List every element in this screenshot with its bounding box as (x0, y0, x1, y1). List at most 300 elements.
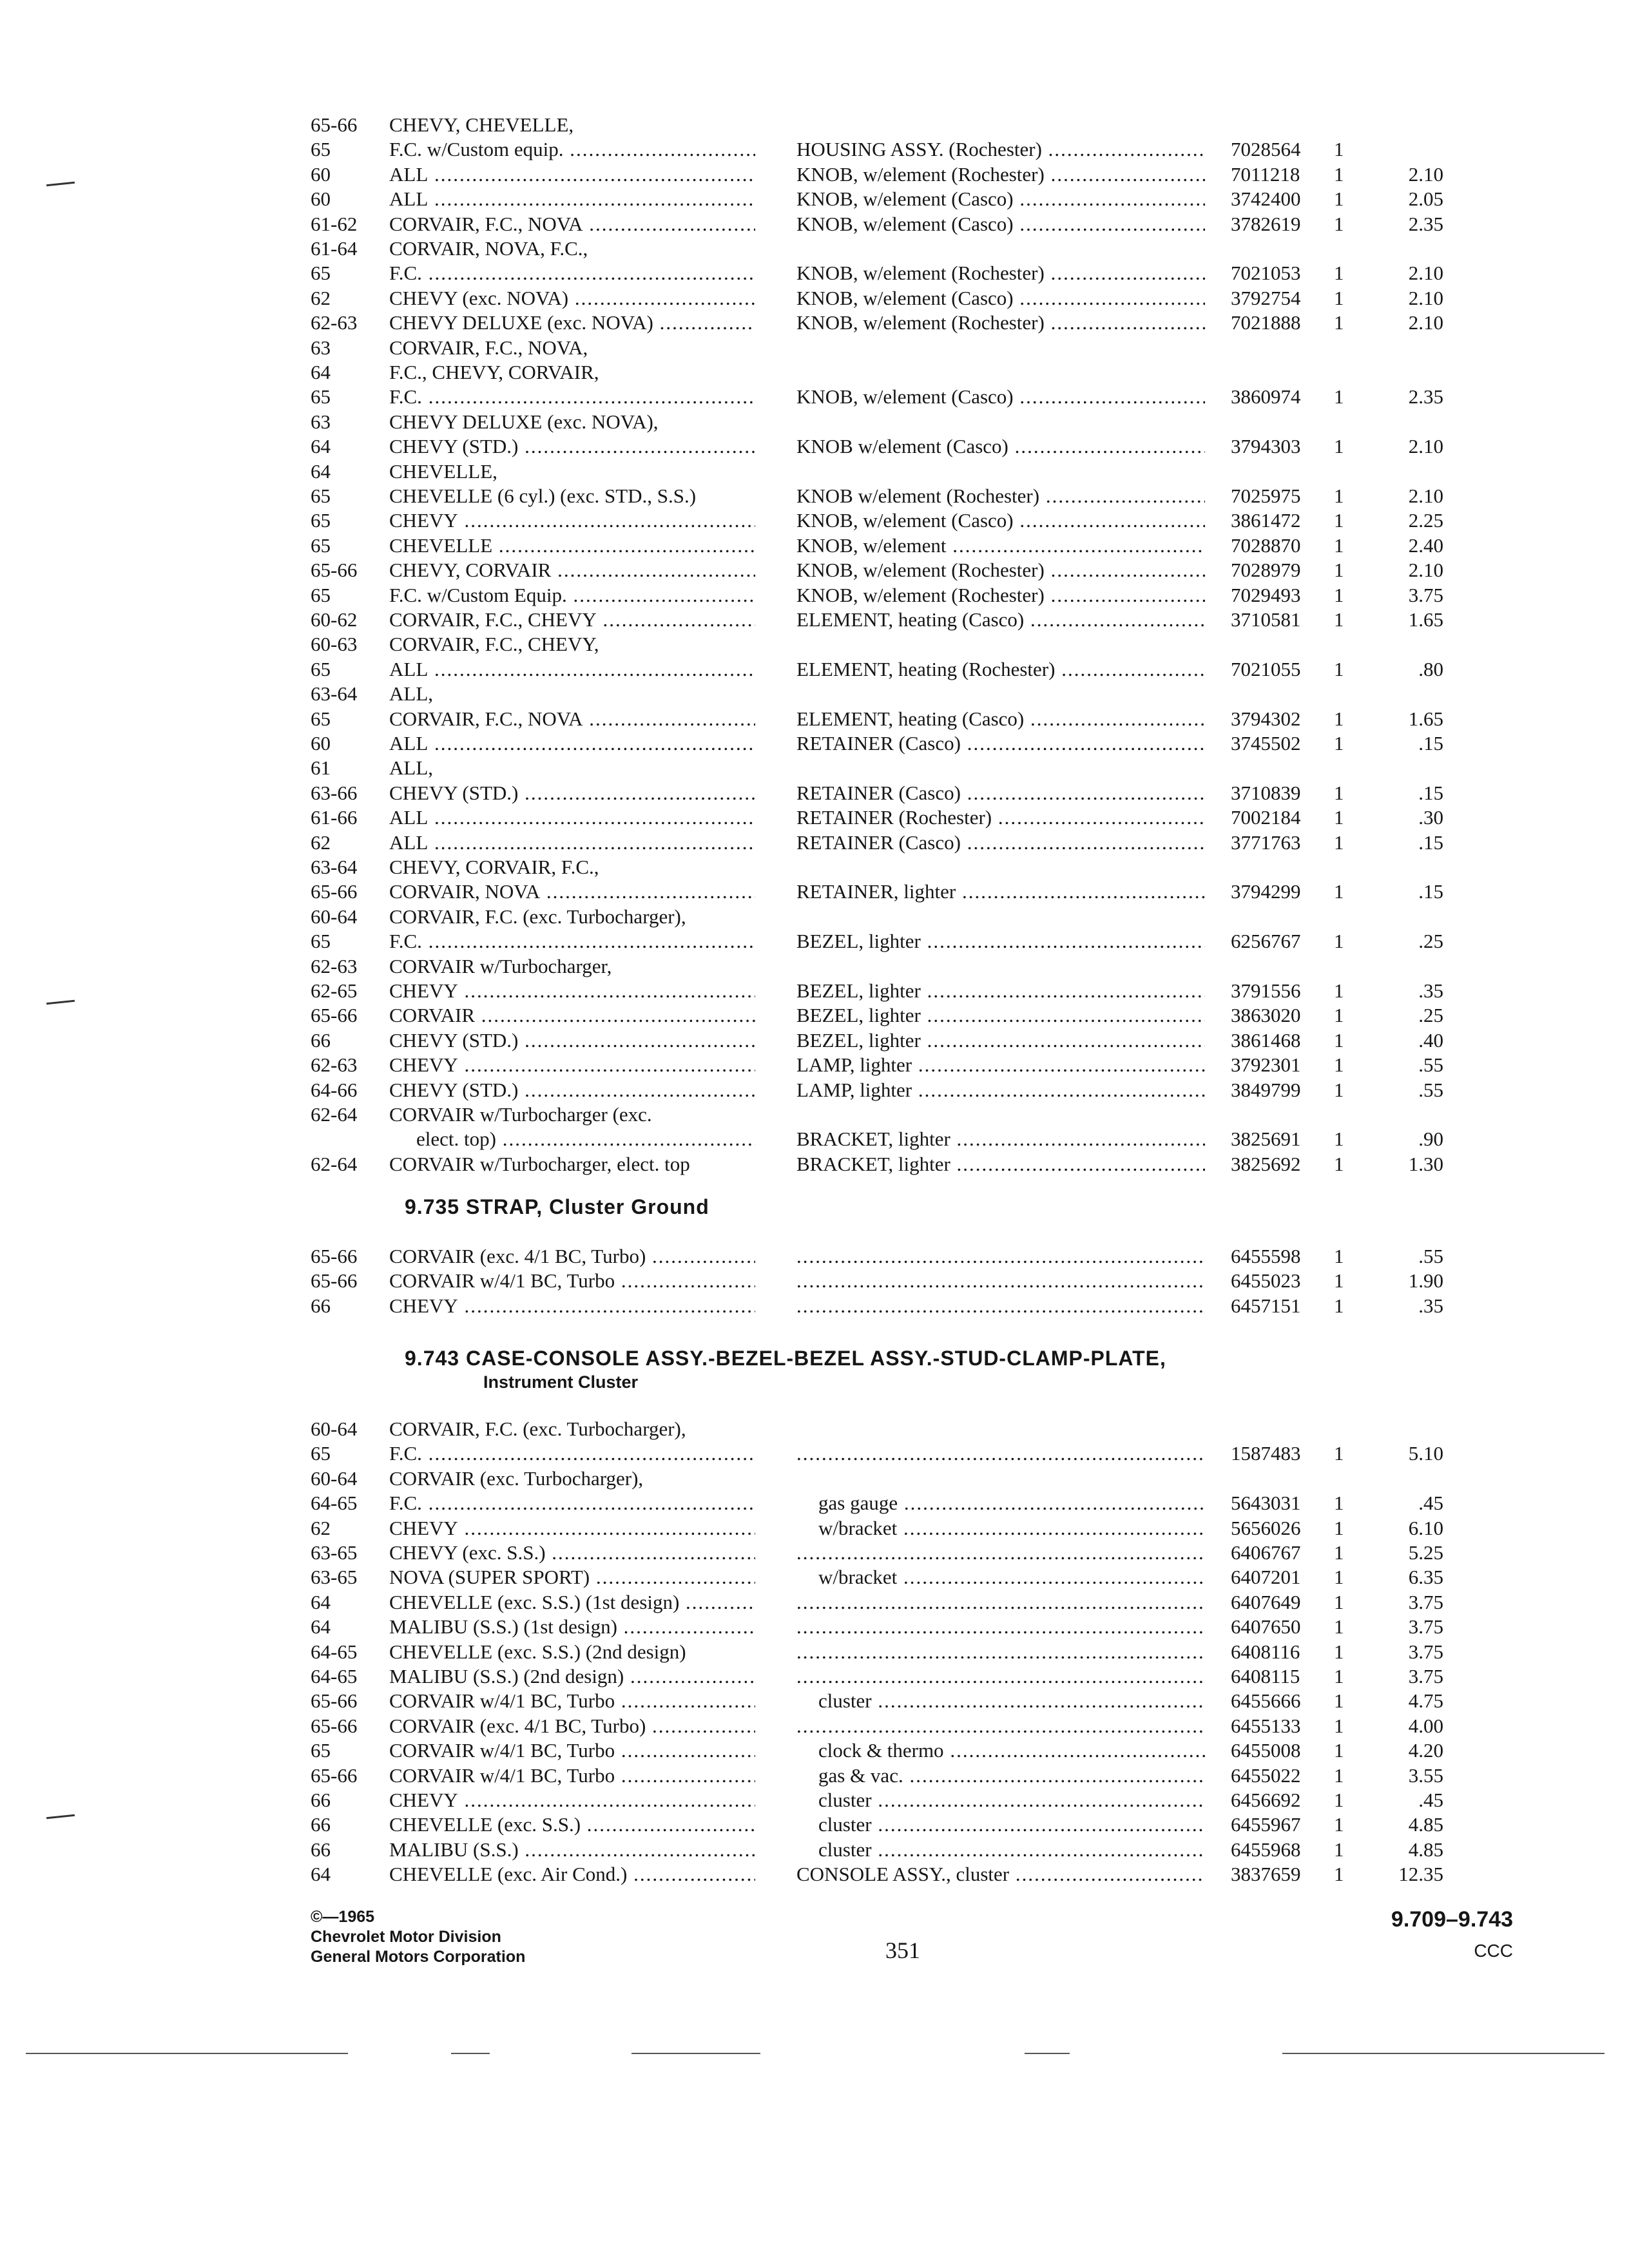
table-row (0, 1564, 1629, 1590)
list-price: 4.85 (1408, 1813, 1443, 1836)
table-row (0, 780, 1629, 806)
section-range: 9.709–9.743 (1391, 1907, 1513, 1932)
part-number: 3837659 (1231, 1863, 1301, 1886)
model-years: 64 (311, 435, 331, 458)
quantity: 1 (1334, 1590, 1344, 1613)
list-price: .15 (1418, 831, 1443, 854)
list-price: 2.40 (1408, 533, 1443, 557)
model-description: CHEVELLE (exc. S.S.) (1st design) ..... (389, 1590, 755, 1615)
model-years: 61 (311, 756, 331, 780)
model-description: MALIBU (S.S.) ..... (389, 1837, 755, 1863)
model-description: CHEVY, CORVAIR, F.C., (389, 856, 599, 878)
list-price: 4.85 (1408, 1838, 1443, 1861)
part-name: RETAINER (Casco) ..... (796, 731, 1205, 756)
quantity: 1 (1334, 1245, 1344, 1267)
quantity: 1 (1334, 880, 1344, 903)
list-price: 3.55 (1408, 1763, 1443, 1787)
model-years: 65 (311, 533, 331, 557)
model-years: 60-63 (311, 633, 358, 656)
model-description: CHEVY ..... (389, 1293, 755, 1319)
part-name: KNOB, w/element (Casco) ..... (796, 211, 1205, 237)
list-price: 6.10 (1408, 1516, 1443, 1539)
quantity: 1 (1334, 1078, 1344, 1101)
list-price: 2.25 (1408, 509, 1443, 532)
part-name: cluster ..... (818, 1812, 1205, 1838)
table-row (0, 137, 1629, 162)
list-price: 3.75 (1408, 1640, 1443, 1663)
part-name (796, 1590, 1205, 1615)
scan-rule-3 (631, 2053, 760, 2054)
model-years: 63 (311, 410, 331, 433)
quantity: 1 (1334, 1689, 1344, 1713)
table-row (0, 1441, 1629, 1466)
table-row (0, 335, 1629, 361)
model-description: MALIBU (S.S.) (2nd design) ..... (389, 1664, 755, 1689)
table-row (0, 928, 1629, 954)
quantity: 1 (1334, 1492, 1344, 1515)
table-row (0, 1077, 1629, 1103)
list-price: 2.10 (1408, 162, 1443, 186)
section-subheading-instrument-cluster: Instrument Cluster (483, 1372, 639, 1392)
part-number: 3794299 (1231, 880, 1301, 903)
list-price: 1.30 (1408, 1152, 1443, 1175)
model-description: ALL, (389, 682, 434, 706)
section-heading-case-console: 9.743 CASE-CONSOLE ASSY.-BEZEL-BEZEL ASSY.-STUD-CLAMP-PLATE, (405, 1347, 1166, 1370)
part-number: 3825692 (1231, 1152, 1301, 1175)
part-name (796, 1244, 1205, 1269)
list-price: 12.35 (1398, 1863, 1443, 1886)
part-name: cluster ..... (818, 1688, 1205, 1714)
part-number: 7011218 (1231, 162, 1300, 186)
table-row (0, 483, 1629, 509)
model-description: CHEVY ..... (389, 1515, 755, 1541)
part-number: 6457151 (1231, 1294, 1301, 1317)
part-name: ELEMENT, heating (Rochester) ..... (796, 657, 1205, 682)
model-description: CORVAIR, F.C. (exc. Turbocharger), (389, 905, 686, 928)
part-number: 3771763 (1231, 831, 1301, 854)
model-description: CORVAIR w/4/1 BC, Turbo ..... (389, 1268, 755, 1294)
table-row (0, 1151, 1629, 1177)
list-price: 1.65 (1408, 707, 1443, 730)
table-row (0, 1664, 1629, 1689)
quantity: 1 (1334, 1269, 1344, 1293)
table-row (0, 854, 1629, 880)
model-description: CHEVY DELUXE (exc. NOVA) ..... (389, 310, 755, 336)
table-row (0, 533, 1629, 559)
model-years: 62-63 (311, 1053, 358, 1077)
table-row (0, 706, 1629, 732)
part-number: 3825691 (1231, 1128, 1301, 1151)
model-description: ALL ..... (389, 805, 755, 831)
model-description: CHEVY (exc. S.S.) ..... (389, 1540, 755, 1566)
quantity: 1 (1334, 286, 1344, 309)
model-years: 62 (311, 831, 331, 854)
model-description: CORVAIR, F.C., CHEVY, (389, 633, 599, 656)
part-number: 7025975 (1231, 485, 1301, 507)
model-description: CHEVELLE ..... (389, 533, 755, 559)
list-price: .15 (1418, 732, 1443, 754)
model-years: 65-66 (311, 559, 358, 582)
list-price: 3.75 (1408, 1665, 1443, 1687)
part-number: 6456692 (1231, 1789, 1301, 1811)
table-row (0, 1688, 1629, 1714)
part-name: gas & vac. ..... (818, 1763, 1205, 1789)
model-years: 64 (311, 1863, 331, 1886)
model-description: CORVAIR w/Turbocharger (exc. (389, 1103, 652, 1126)
part-number: 6455967 (1231, 1813, 1301, 1836)
model-description: CORVAIR (exc. Turbocharger), (389, 1466, 644, 1490)
part-number: 3792301 (1231, 1053, 1301, 1077)
part-name (796, 1664, 1205, 1689)
quantity: 1 (1334, 1789, 1344, 1811)
part-number: 1587483 (1231, 1442, 1301, 1465)
part-name: clock & thermo ..... (818, 1738, 1205, 1763)
table-row (0, 1003, 1629, 1028)
table-row (0, 508, 1629, 533)
part-number: 3710839 (1231, 781, 1301, 804)
model-description: CHEVY ..... (389, 978, 755, 1004)
quantity: 1 (1334, 1053, 1344, 1077)
part-name (796, 1713, 1205, 1739)
quantity: 1 (1334, 930, 1344, 953)
table-row (0, 1293, 1629, 1319)
quantity: 1 (1334, 1615, 1344, 1639)
quantity: 1 (1334, 1128, 1344, 1151)
table-row (0, 186, 1629, 212)
table-row (0, 830, 1629, 856)
model-description: CORVAIR, F.C. (exc. Turbocharger), (389, 1418, 686, 1440)
model-description: CORVAIR w/4/1 BC, Turbo ..... (389, 1738, 755, 1763)
model-years: 62-63 (311, 954, 358, 977)
part-name (796, 1268, 1205, 1294)
model-years: 65-66 (311, 880, 358, 903)
model-years: 60 (311, 162, 331, 186)
part-name: KNOB, w/element (Rochester) ..... (796, 260, 1205, 286)
list-price: .30 (1418, 806, 1443, 829)
table-row (0, 409, 1629, 435)
part-name: BEZEL, lighter ..... (796, 928, 1205, 954)
list-price: 1.65 (1408, 608, 1443, 631)
part-name (796, 1540, 1205, 1566)
quantity: 1 (1334, 435, 1344, 458)
table-row (0, 1837, 1629, 1863)
part-name: BEZEL, lighter ..... (796, 978, 1205, 1004)
section-heading-strap: 9.735 STRAP, Cluster Ground (405, 1195, 709, 1218)
model-description: ALL ..... (389, 657, 755, 682)
model-years: 65 (311, 1442, 331, 1465)
list-price: .15 (1418, 781, 1443, 804)
part-number: 6455968 (1231, 1838, 1301, 1861)
table-row (0, 162, 1629, 187)
part-name: ELEMENT, heating (Casco) ..... (796, 706, 1205, 732)
model-description: ALL ..... (389, 162, 755, 187)
model-years: 63-66 (311, 781, 358, 804)
quantity: 1 (1334, 608, 1344, 631)
part-name: cluster ..... (818, 1787, 1205, 1813)
model-years: 61-62 (311, 212, 358, 235)
quantity: 1 (1334, 1714, 1344, 1737)
model-years: 65 (311, 385, 331, 408)
part-number: 3863020 (1231, 1004, 1301, 1027)
model-years: 60-64 (311, 905, 358, 928)
quantity: 1 (1334, 1566, 1344, 1589)
part-name: KNOB, w/element ..... (796, 533, 1205, 559)
model-description: CORVAIR, NOVA, F.C., (389, 237, 588, 260)
model-description: ALL ..... (389, 731, 755, 756)
list-price: 2.05 (1408, 187, 1443, 211)
list-price: 2.35 (1408, 212, 1443, 235)
part-number: 3860974 (1231, 385, 1301, 408)
table-row (0, 631, 1629, 657)
model-years: 65-66 (311, 1763, 358, 1787)
table-row (0, 954, 1629, 979)
part-number: 7028870 (1231, 533, 1301, 557)
part-number: 6407650 (1231, 1615, 1301, 1639)
part-number: 3792754 (1231, 286, 1301, 309)
quantity: 1 (1334, 1739, 1344, 1762)
table-row (0, 1787, 1629, 1813)
model-years: 65 (311, 262, 331, 285)
list-price: .35 (1418, 1294, 1443, 1317)
part-name: BRACKET, lighter ..... (796, 1151, 1205, 1177)
part-number: 3742400 (1231, 187, 1301, 211)
list-price: 2.10 (1408, 485, 1443, 507)
part-number: 3849799 (1231, 1078, 1301, 1101)
quantity: 1 (1334, 1813, 1344, 1836)
model-years: 63-64 (311, 856, 358, 878)
quantity: 1 (1334, 559, 1344, 582)
part-number: 6407649 (1231, 1590, 1301, 1613)
quantity: 1 (1334, 1541, 1344, 1564)
quantity: 1 (1334, 831, 1344, 854)
list-price: .45 (1418, 1492, 1443, 1515)
model-years: 65 (311, 1739, 331, 1762)
list-price: .45 (1418, 1789, 1443, 1811)
table-row (0, 1102, 1629, 1128)
part-number: 3745502 (1231, 732, 1301, 754)
part-number: 6455008 (1231, 1739, 1301, 1762)
model-description: F.C. ..... (389, 260, 755, 286)
model-years: 60 (311, 187, 331, 211)
list-price: 2.10 (1408, 286, 1443, 309)
quantity: 1 (1334, 1863, 1344, 1886)
model-years: 63 (311, 336, 331, 359)
quantity: 1 (1334, 485, 1344, 507)
model-years: 60-64 (311, 1418, 358, 1440)
quantity: 1 (1334, 1442, 1344, 1465)
table-row (0, 731, 1629, 756)
quantity: 1 (1334, 138, 1344, 161)
model-years: 65 (311, 707, 331, 730)
table-row (0, 459, 1629, 485)
page-number: 351 (885, 1937, 920, 1963)
model-years: 64 (311, 1615, 331, 1639)
quantity: 1 (1334, 657, 1344, 680)
model-description: CORVAIR, F.C., NOVA, (389, 336, 588, 359)
quantity: 1 (1334, 732, 1344, 754)
part-name: KNOB, w/element (Casco) ..... (796, 285, 1205, 311)
table-row (0, 904, 1629, 930)
quantity: 1 (1334, 781, 1344, 804)
model-years: 60-64 (311, 1466, 358, 1490)
model-years: 62 (311, 286, 331, 309)
model-description: CHEVY DELUXE (exc. NOVA), (389, 410, 659, 433)
part-number: 6455666 (1231, 1689, 1301, 1713)
quantity: 1 (1334, 806, 1344, 829)
model-years: 63-65 (311, 1541, 358, 1564)
model-description: CHEVY ..... (389, 1052, 755, 1078)
part-number: 5643031 (1231, 1492, 1301, 1515)
quantity: 1 (1334, 1028, 1344, 1052)
table-row (0, 1126, 1629, 1152)
model-years: 65 (311, 485, 331, 507)
model-years: 62-63 (311, 311, 358, 334)
table-row (0, 879, 1629, 905)
table-row (0, 681, 1629, 707)
footer-division: Chevrolet Motor Division (311, 1928, 501, 1946)
model-years: 65 (311, 583, 331, 606)
model-years: 64 (311, 1590, 331, 1613)
model-description: CORVAIR, F.C., NOVA ..... (389, 211, 755, 237)
table-row (0, 1614, 1629, 1640)
model-years: 65 (311, 509, 331, 532)
model-description: ALL ..... (389, 830, 755, 856)
part-name: KNOB, w/element (Rochester) ..... (796, 310, 1205, 336)
table-row (0, 112, 1629, 138)
model-description: CORVAIR (exc. 4/1 BC, Turbo) ..... (389, 1244, 755, 1269)
model-years: 64-66 (311, 1078, 358, 1101)
list-price: .55 (1418, 1053, 1443, 1077)
list-price: 6.35 (1408, 1566, 1443, 1589)
model-years: 64-65 (311, 1492, 358, 1515)
part-name: ELEMENT, heating (Casco) ..... (796, 607, 1205, 633)
quantity: 1 (1334, 583, 1344, 606)
quantity: 1 (1334, 1004, 1344, 1027)
part-number: 6408115 (1231, 1665, 1300, 1687)
list-price: 2.10 (1408, 559, 1443, 582)
model-years: 62-64 (311, 1152, 358, 1175)
scan-rule-4 (1025, 2053, 1070, 2054)
part-number: 3791556 (1231, 979, 1301, 1002)
table-row (0, 657, 1629, 682)
part-name: RETAINER (Casco) ..... (796, 830, 1205, 856)
model-years: 62 (311, 1516, 331, 1539)
model-years: 65-66 (311, 1269, 358, 1293)
list-price: .90 (1418, 1128, 1443, 1151)
part-name: KNOB w/element (Rochester) ..... (796, 483, 1205, 509)
model-description: CHEVY (STD.) ..... (389, 1028, 755, 1053)
list-price: 4.00 (1408, 1714, 1443, 1737)
model-years: 64-65 (311, 1665, 358, 1687)
model-description: CHEVY (exc. NOVA) ..... (389, 285, 755, 311)
list-price: 4.20 (1408, 1739, 1443, 1762)
part-name: gas gauge ..... (818, 1490, 1205, 1516)
scan-rule-1 (26, 2053, 348, 2054)
model-years: 65-66 (311, 1714, 358, 1737)
quantity: 1 (1334, 1665, 1344, 1687)
part-name: BEZEL, lighter ..... (796, 1003, 1205, 1028)
model-description: F.C. ..... (389, 1490, 755, 1516)
model-description: CORVAIR, NOVA ..... (389, 879, 755, 905)
list-price: .55 (1418, 1245, 1443, 1267)
model-description: ALL, (389, 756, 434, 780)
model-years: 60-62 (311, 608, 358, 631)
model-years: 65-66 (311, 113, 358, 136)
model-description: F.C. ..... (389, 1441, 755, 1466)
footer-copyright: ©—1965 (311, 1908, 375, 1926)
quantity: 1 (1334, 1516, 1344, 1539)
quantity: 1 (1334, 385, 1344, 408)
table-row (0, 384, 1629, 410)
table-row (0, 978, 1629, 1004)
model-description: CHEVELLE (exc. S.S.) (2nd design) (389, 1640, 686, 1663)
model-description: CHEVY, CORVAIR ..... (389, 557, 755, 583)
table-row (0, 1244, 1629, 1269)
quantity: 1 (1334, 707, 1344, 730)
table-row (0, 1052, 1629, 1078)
table-row (0, 557, 1629, 583)
table-row (0, 310, 1629, 336)
part-name: w/bracket ..... (818, 1515, 1205, 1541)
part-number: 7028979 (1231, 559, 1301, 582)
model-description: CHEVY ..... (389, 1787, 755, 1813)
model-years: 64-65 (311, 1640, 358, 1663)
model-years: 65 (311, 930, 331, 953)
model-years: 60 (311, 732, 331, 754)
part-number: 7021055 (1231, 657, 1301, 680)
part-number: 6256767 (1231, 930, 1301, 953)
part-name: RETAINER (Rochester) ..... (796, 805, 1205, 831)
part-name: cluster ..... (818, 1837, 1205, 1863)
part-name: RETAINER, lighter ..... (796, 879, 1205, 905)
model-description: ALL ..... (389, 186, 755, 212)
part-number: 6455022 (1231, 1763, 1301, 1787)
part-number: 6455133 (1231, 1714, 1301, 1737)
model-description: CORVAIR w/4/1 BC, Turbo ..... (389, 1688, 755, 1714)
table-row (0, 1861, 1629, 1887)
quantity: 1 (1334, 509, 1344, 532)
model-description: elect. top) ..... (416, 1126, 755, 1152)
part-name (796, 1639, 1205, 1665)
list-price: 5.25 (1408, 1541, 1443, 1564)
part-name (796, 1441, 1205, 1466)
list-price: 2.10 (1408, 311, 1443, 334)
model-years: 65-66 (311, 1689, 358, 1713)
part-number: 6406767 (1231, 1541, 1301, 1564)
list-price: .40 (1418, 1028, 1443, 1052)
model-years: 61-64 (311, 237, 358, 260)
part-name: KNOB, w/element (Rochester) ..... (796, 582, 1205, 608)
list-price: 3.75 (1408, 583, 1443, 606)
model-years: 66 (311, 1028, 331, 1052)
model-description: CHEVY (STD.) ..... (389, 434, 755, 459)
part-number: 5656026 (1231, 1516, 1301, 1539)
table-row (0, 755, 1629, 781)
footer-corporation: General Motors Corporation (311, 1948, 526, 1966)
model-years: 63-65 (311, 1566, 358, 1589)
quantity: 1 (1334, 1152, 1344, 1175)
table-row (0, 1490, 1629, 1516)
model-description: F.C. w/Custom Equip. ..... (389, 582, 755, 608)
part-number: 3710581 (1231, 608, 1301, 631)
model-years: 65 (311, 657, 331, 680)
part-name: LAMP, lighter ..... (796, 1052, 1205, 1078)
model-description: CORVAIR w/Turbocharger, elect. top (389, 1152, 690, 1175)
part-number: 3861472 (1231, 509, 1301, 532)
part-name: w/bracket ..... (818, 1564, 1205, 1590)
footer-publisher (311, 1907, 525, 1967)
model-description: NOVA (SUPER SPORT) ..... (389, 1564, 755, 1590)
